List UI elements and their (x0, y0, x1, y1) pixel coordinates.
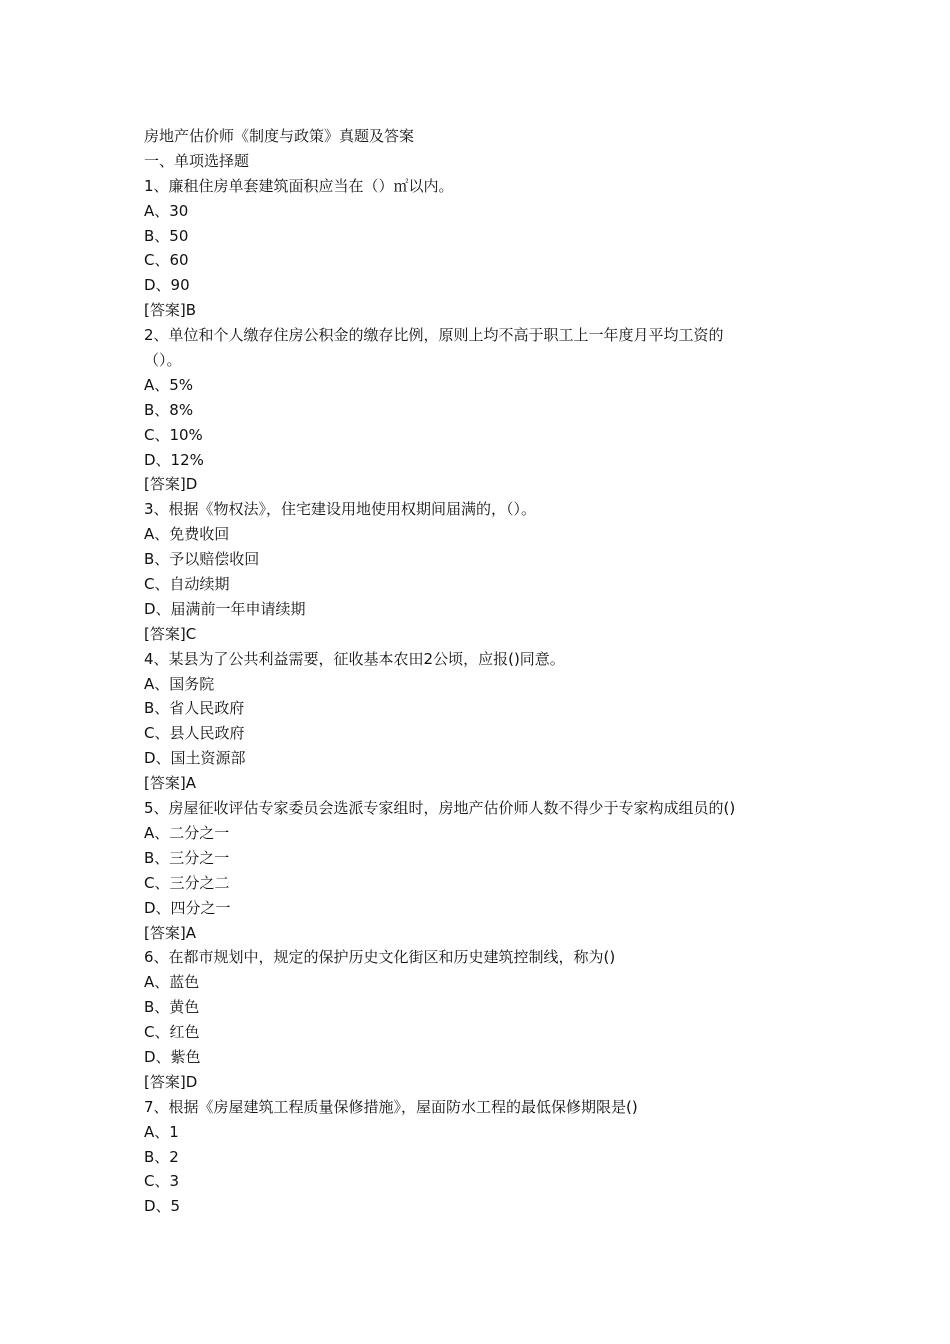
question-block (144, 323, 814, 497)
option-c: C、3 (144, 1172, 180, 1191)
answer-text: [答案]B (144, 301, 196, 320)
question-text: 5、房屋征收评估专家委员会选派专家组时，房地产估价师人数不得少于专家构成组员的() (144, 799, 736, 818)
document-body (144, 124, 814, 1219)
question-block (144, 1095, 814, 1219)
option-a: A、5% (144, 375, 194, 394)
question-text: 7、根据《房屋建筑工程质量保修措施》，屋面防水工程的最低保修期限是() (144, 1097, 638, 1116)
option-c: C、10% (144, 425, 203, 444)
answer-text: [答案]D (144, 1072, 198, 1091)
section-heading: 一、单项选择题 (144, 151, 250, 170)
question-text: 3、根据《物权法》，住宅建设用地使用权期间届满的，（）。 (144, 500, 537, 519)
answer-text: [答案]C (144, 624, 197, 643)
option-a: A、1 (144, 1122, 179, 1141)
question-block (144, 647, 814, 796)
option-d: D、紫色 (144, 1047, 201, 1066)
question-block (144, 497, 814, 646)
option-a: A、免费收回 (144, 525, 230, 544)
option-b: B、省人民政府 (144, 699, 245, 718)
option-a: A、二分之一 (144, 823, 230, 842)
answer-text: [答案]A (144, 923, 196, 942)
option-b: B、三分之一 (144, 848, 230, 867)
option-d: D、12% (144, 450, 204, 469)
answer-text: [答案]D (144, 475, 198, 494)
option-b: B、予以赔偿收回 (144, 550, 260, 569)
question-text: 1、廉租住房单套建筑面积应当在（）㎡以内。 (144, 176, 454, 195)
option-d: D、届满前一年申请续期 (144, 599, 306, 618)
option-a: A、国务院 (144, 674, 215, 693)
option-c: C、红色 (144, 1023, 200, 1042)
question-block (144, 796, 814, 945)
option-b: B、8% (144, 400, 194, 419)
option-c: C、60 (144, 251, 189, 270)
question-text: 4、某县为了公共利益需要，征收基本农田2公顷，应报()同意。 (144, 649, 565, 668)
option-d: D、国土资源部 (144, 749, 246, 768)
option-a: A、30 (144, 201, 189, 220)
question-text: 6、在都市规划中，规定的保护历史文化街区和历史建筑控制线，称为() (144, 948, 616, 967)
option-b: B、黄色 (144, 998, 200, 1017)
option-b: B、50 (144, 226, 189, 245)
question-block (144, 174, 814, 323)
question-block (144, 945, 814, 1094)
option-c: C、县人民政府 (144, 724, 245, 743)
option-c: C、自动续期 (144, 575, 230, 594)
document-title: 房地产估价师《制度与政策》真题及答案 (144, 127, 415, 145)
question-text-line-2: （）。 (144, 351, 182, 370)
answer-text: [答案]A (144, 774, 196, 793)
option-b: B、2 (144, 1147, 179, 1166)
option-a: A、蓝色 (144, 973, 200, 992)
option-d: D、四分之一 (144, 898, 231, 917)
option-d: D、5 (144, 1197, 181, 1216)
option-d: D、90 (144, 276, 190, 295)
question-text-line-1: 2、单位和个人缴存住房公积金的缴存比例，原则上均不高于职工上一年度月平均工资的 (144, 326, 724, 345)
option-c: C、三分之二 (144, 873, 230, 892)
